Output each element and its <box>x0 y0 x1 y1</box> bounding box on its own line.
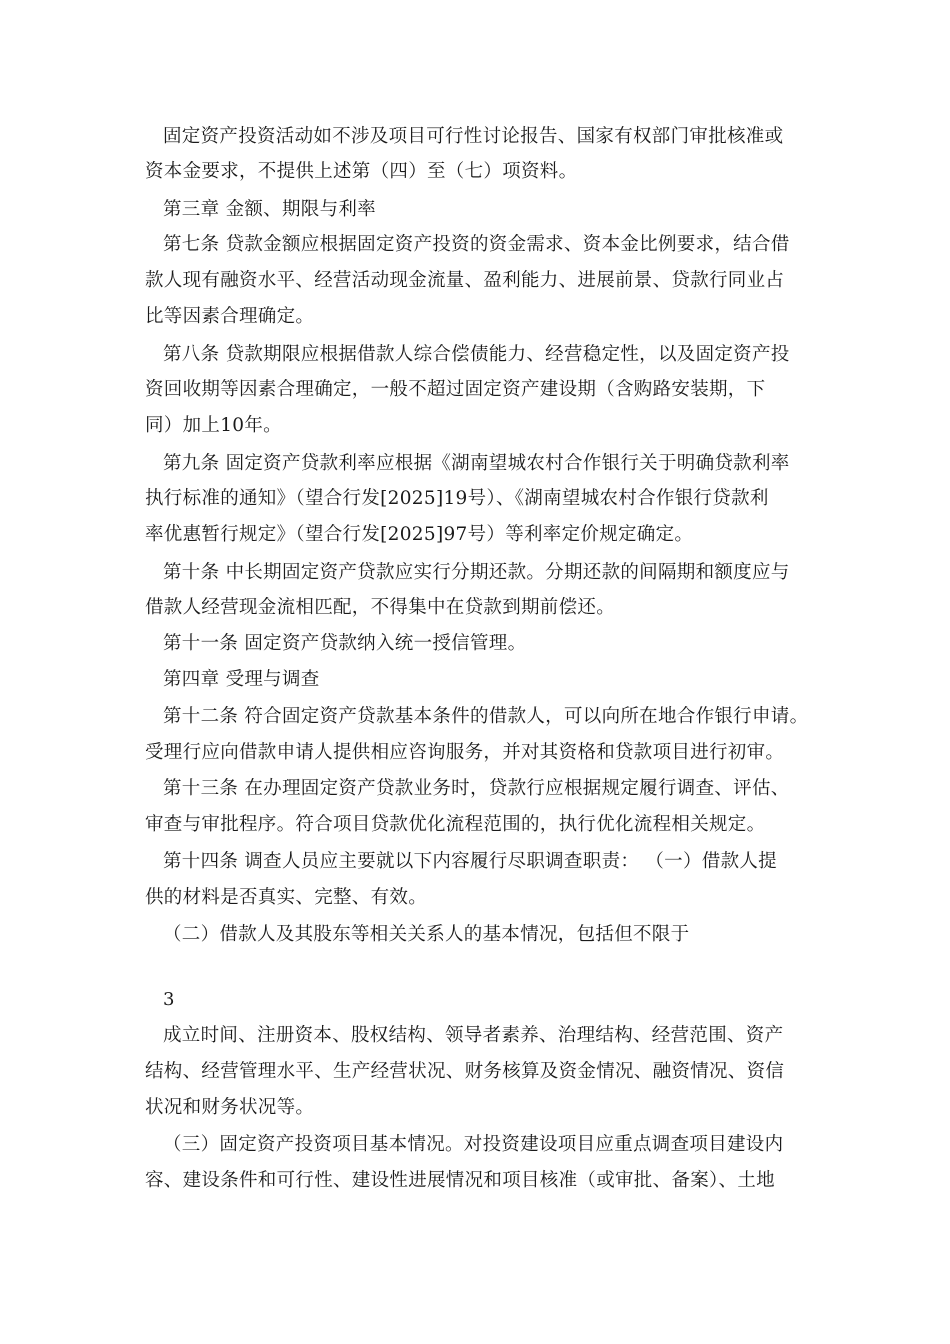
paragraph-line: 第十三条 在办理固定资产贷款业务时，贷款行应根据规定履行调查、评估、 <box>163 778 790 799</box>
paragraph-line: 固定资产投资活动如不涉及项目可行性讨论报告、国家有权部门审批核准或 <box>163 126 784 147</box>
paragraph-line: 供的材料是否真实、完整、有效。 <box>145 887 428 908</box>
paragraph-line: 成立时间、注册资本、股权结构、领导者素养、治理结构、经营范围、资产 <box>163 1025 784 1046</box>
paragraph-line: 执行标准的通知》（望合行发[2025]19号）、《湖南望城农村合作银行贷款利 <box>145 488 769 509</box>
paragraph-line: 第十四条 调查人员应主要就以下内容履行尽职调查职责： （一）借款人提 <box>163 851 777 872</box>
paragraph-line: 容、建设条件和可行性、建设性进展情况和项目核准（或审批、备案）、土地 <box>145 1170 775 1191</box>
paragraph-line: 第十二条 符合固定资产贷款基本条件的借款人，可以向所在地合作银行申请。 <box>163 706 809 727</box>
paragraph-line: （三）固定资产投资项目基本情况。对投资建设项目应重点调查项目建设内 <box>163 1134 784 1155</box>
chapter-heading: 第三章 金额、期限与利率 <box>163 199 376 220</box>
paragraph-line: 第十一条 固定资产贷款纳入统一授信管理。 <box>163 633 527 654</box>
paragraph-line: 第七条 贷款金额应根据固定资产投资的资金需求、资本金比例要求，结合借 <box>163 234 790 255</box>
chapter-heading: 第四章 受理与调查 <box>163 669 320 690</box>
paragraph-line: 同）加上10年。 <box>145 415 282 436</box>
paragraph-line: （二）借款人及其股东等相关关系人的基本情况，包括但不限于 <box>163 924 690 945</box>
paragraph-line: 比等因素合理确定。 <box>145 306 315 327</box>
paragraph-line: 资回收期等因素合理确定，一般不超过固定资产建设期（含购路安装期，下 <box>145 379 766 400</box>
paragraph-line: 借款人经营现金流相匹配，不得集中在贷款到期前偿还。 <box>145 597 616 618</box>
paragraph-line: 状况和财务状况等。 <box>145 1097 315 1118</box>
paragraph-line: 第八条 贷款期限应根据借款人综合偿债能力、经营稳定性，以及固定资产投 <box>163 344 790 365</box>
paragraph-line: 率优惠暂行规定》（望合行发[2025]97号）等利率定价规定确定。 <box>145 524 694 545</box>
paragraph-line: 款人现有融资水平、经营活动现金流量、盈利能力、进展前景、贷款行同业占 <box>145 270 785 291</box>
paragraph-line: 资本金要求，不提供上述第（四）至（七）项资料。 <box>145 161 578 182</box>
paragraph-line: 受理行应向借款申请人提供相应咨询服务，并对其资格和贷款项目进行初审。 <box>145 742 785 763</box>
paragraph-line: 第九条 固定资产贷款利率应根据《湖南望城农村合作银行关于明确贷款利率 <box>163 453 790 474</box>
page-number: 3 <box>163 989 175 1010</box>
paragraph-line: 第十条 中长期固定资产贷款应实行分期还款。分期还款的间隔期和额度应与 <box>163 562 790 583</box>
paragraph-line: 结构、经营管理水平、生产经营状况、财务核算及资金情况、融资情况、资信 <box>145 1061 785 1082</box>
paragraph-line: 审查与审批程序。符合项目贷款优化流程范围的，执行优化流程相关规定。 <box>145 814 766 835</box>
